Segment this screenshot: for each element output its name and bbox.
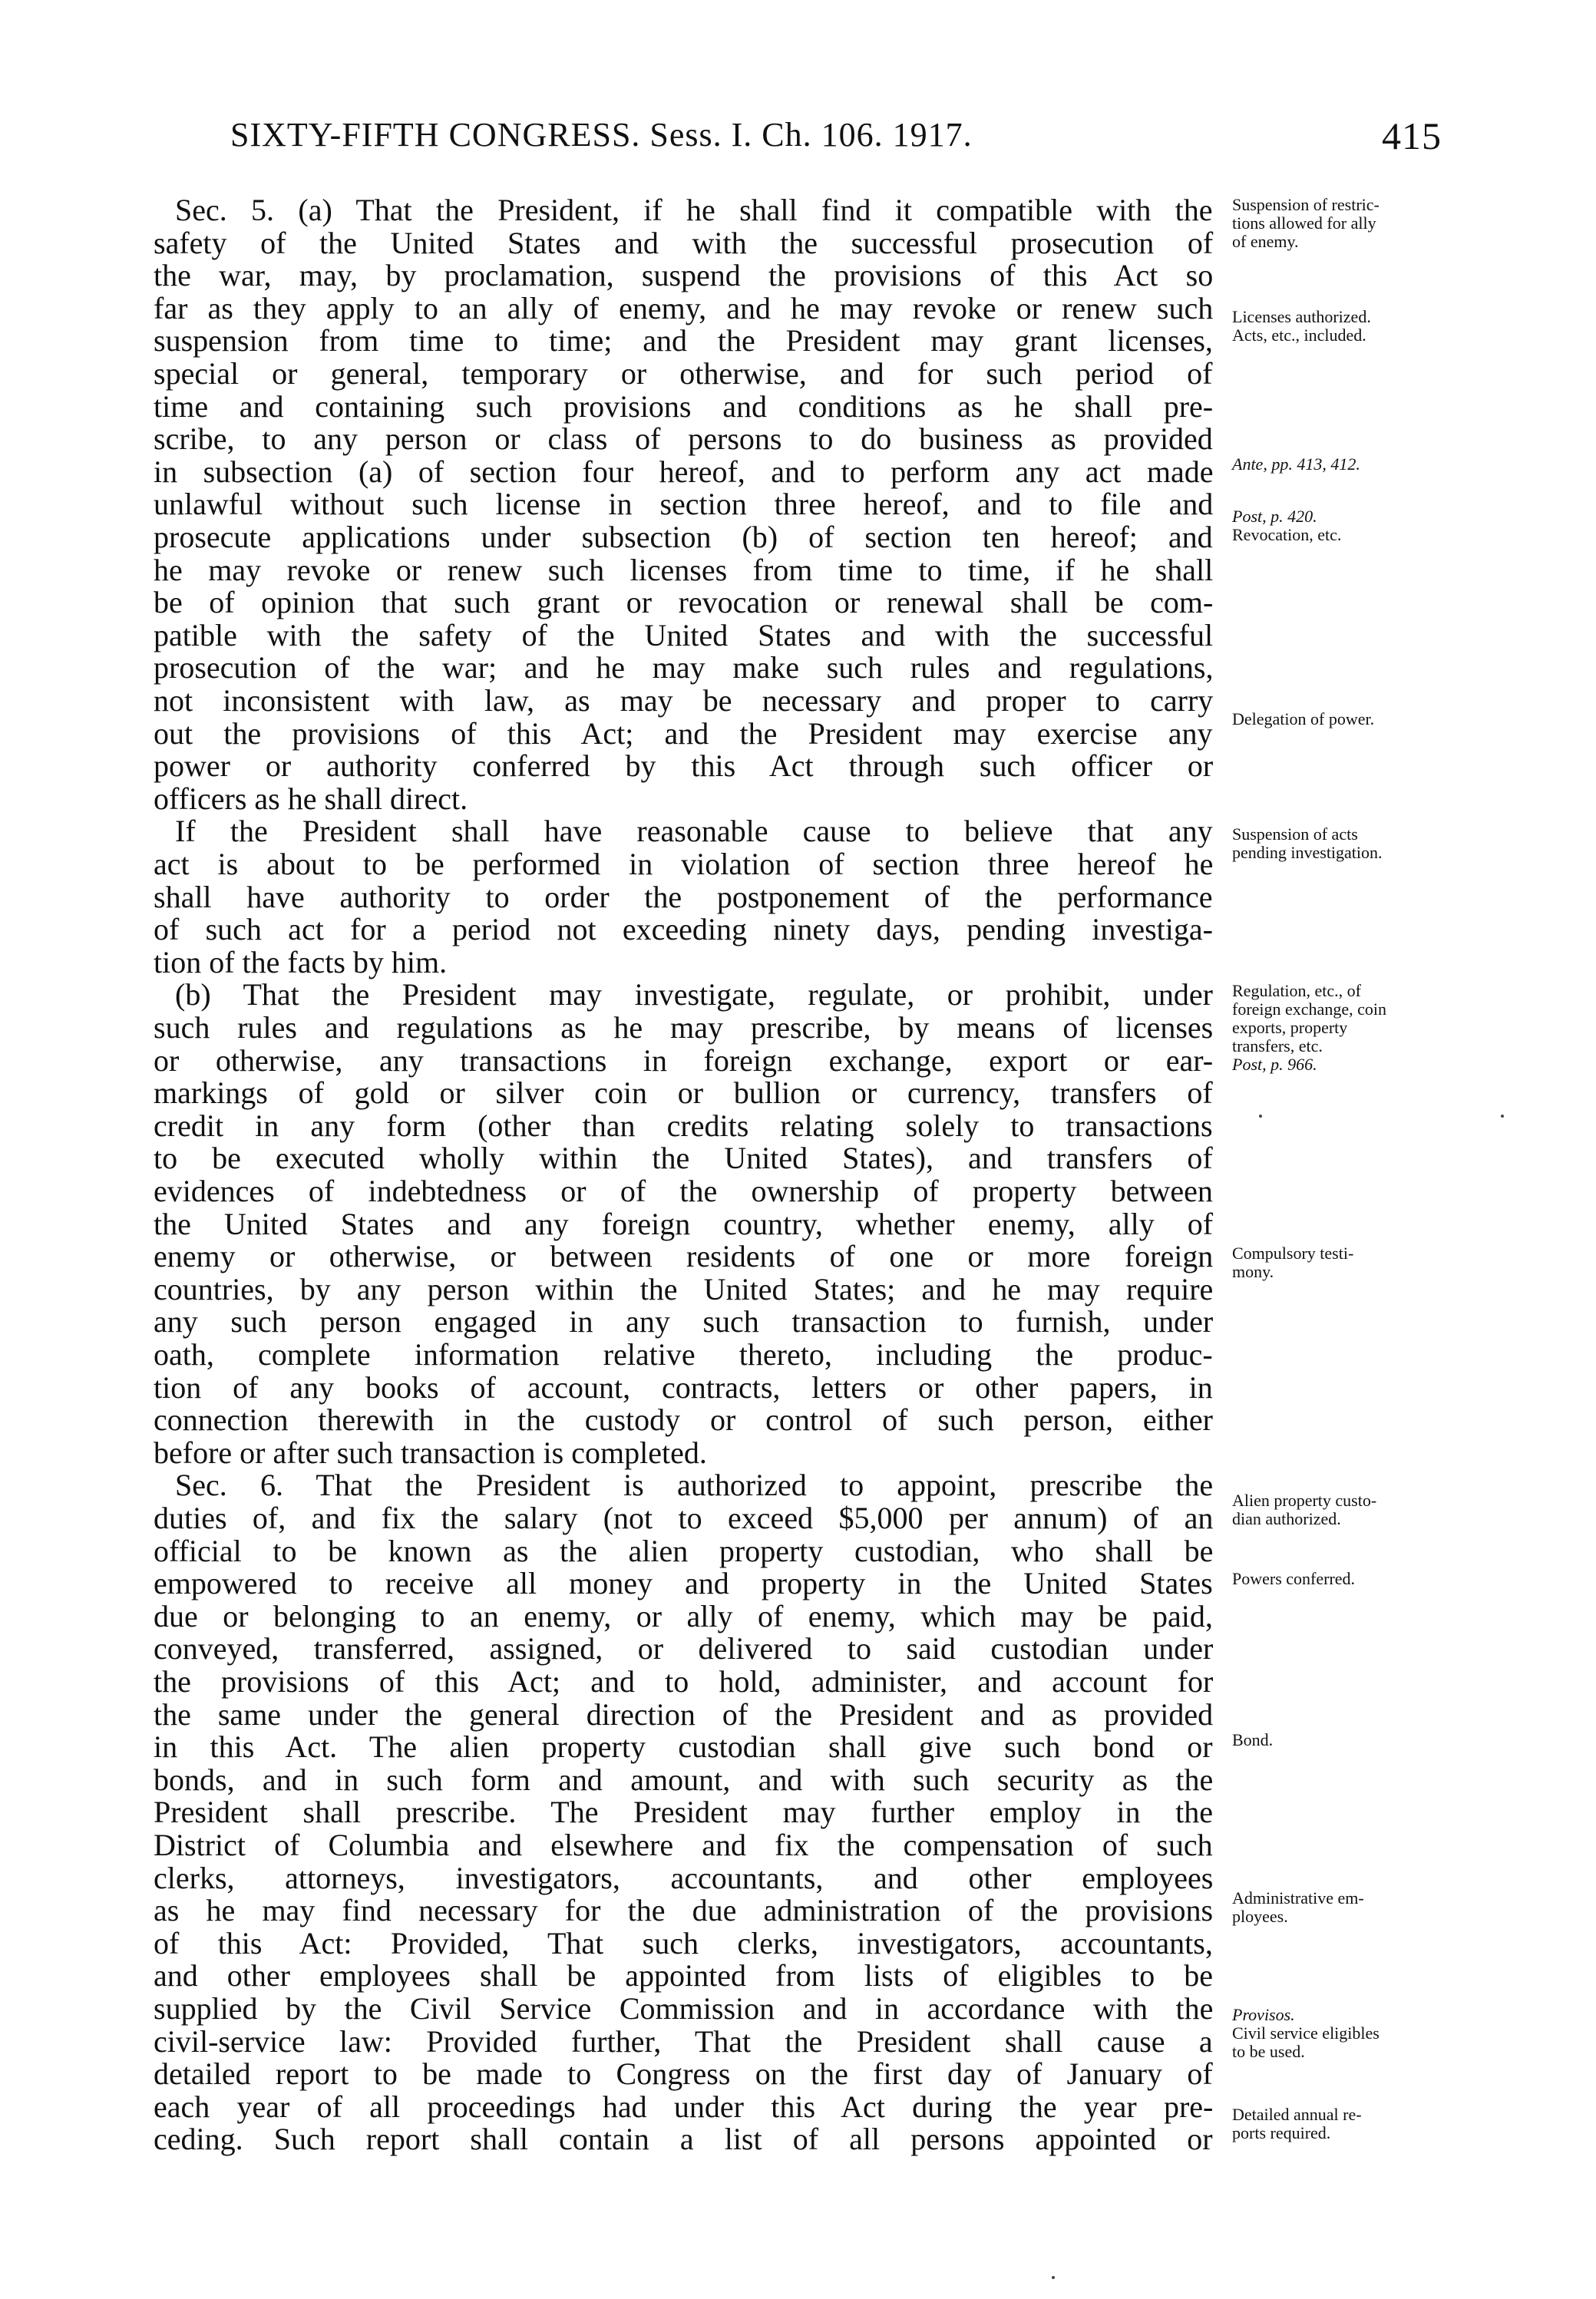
text-line: each year of all proceedings had under this Act during the year pre- xyxy=(154,2089,1214,2124)
text-line: the United States and any foreign country, whether enemy, ally of xyxy=(154,1206,1214,1241)
text-line: tion of the facts by him. xyxy=(154,944,448,979)
text-line: suspension from time to time; and the President may grant licenses, xyxy=(154,323,1213,358)
text-line: of such act for a period not exceeding ninety days, pending investiga- xyxy=(154,912,1213,947)
print-speck xyxy=(1259,1115,1262,1118)
page-number: 415 xyxy=(1382,114,1442,157)
text-line: District of Columbia and elsewhere and fix the compensation of such xyxy=(154,1828,1213,1862)
text-line: civil-service law: Provided further, That the President shall cause a xyxy=(154,2023,1213,2059)
text-line: and other employees shall be appointed from lists of eligibles to be xyxy=(154,1958,1213,1993)
text-line: out the provisions of this Act; and the President may exercise any xyxy=(154,715,1213,751)
text-line: tion of any books of account, contracts, letters or other papers, in xyxy=(154,1369,1213,1405)
marginal-note: to be used. xyxy=(1232,2042,1305,2061)
text-line: to be executed wholly within the United States), and transfers of xyxy=(154,1141,1213,1176)
print-speck xyxy=(1501,1115,1504,1118)
text-line: the provisions of this Act; and to hold, administer, and account for xyxy=(154,1664,1214,1699)
text-line: power or authority conferred by this Act through such officer or xyxy=(154,748,1214,784)
text-line: or otherwise, any transactions in foreign exchange, export or ear- xyxy=(154,1042,1214,1078)
marginal-note: Compulsory testi- xyxy=(1232,1244,1354,1263)
marginal-note: Licenses authorized. xyxy=(1232,307,1371,326)
marginal-note: ports required. xyxy=(1232,2123,1331,2142)
text-line: patible with the safety of the United States and with the successful xyxy=(154,617,1214,652)
text-line: shall have authority to order the postponement of the performance xyxy=(154,879,1213,914)
text-line: markings of gold or silver coin or bullion or currency, transfers of xyxy=(154,1075,1213,1111)
text-line: detailed report to be made to Congress on the first day of January of xyxy=(154,2056,1213,2092)
text-line: prosecute applications under subsection (b) of section ten hereof; and xyxy=(154,520,1213,554)
text-line: credit in any form (other than credits relating solely to transactions xyxy=(154,1108,1213,1143)
text-line: conveyed, transferred, assigned, or delivered to said custodian under xyxy=(154,1631,1214,1666)
text-line: officers as he shall direct. xyxy=(154,781,468,816)
text-line: ceding. Such report shall contain a list of all persons appointed or xyxy=(154,2122,1213,2157)
marginal-note: Suspension of restric- xyxy=(1232,195,1380,214)
marginal-note: Administrative em- xyxy=(1232,1888,1364,1908)
text-line: countries, by any person within the United States; and he may require xyxy=(154,1271,1214,1306)
text-line: the war, may, by proclamation, suspend the provisions of this Act so xyxy=(154,258,1214,293)
marginal-note: Acts, etc., included. xyxy=(1232,325,1366,345)
marginal-note: Detailed annual re- xyxy=(1232,2105,1362,2124)
marginal-note: pending investigation. xyxy=(1232,843,1383,862)
text-line: Sec. 5. (a) That the President, if he shall find it compatible with the xyxy=(175,193,1213,227)
text-line: evidences of indebtedness or of the ownership of property between xyxy=(154,1174,1213,1208)
text-line: empowered to receive all money and property in the United States xyxy=(154,1566,1213,1601)
text-line: before or after such transaction is completed. xyxy=(154,1435,707,1470)
running-head: SIXTY-FIFTH CONGRESS. Sess. I. Ch. 106. 1917. xyxy=(230,116,973,154)
text-line: (b) That the President may investigate, regulate, or prohibit, under xyxy=(175,977,1213,1012)
marginal-note: Suspension of acts xyxy=(1232,824,1358,844)
text-line: of this Act: Provided, That such clerks, investigators, accountants, xyxy=(154,1925,1213,1960)
text-line: supplied by the Civil Service Commission and in accordance with the xyxy=(154,1991,1214,2026)
text-line: prosecution of the war; and he may make such rules and regulations, xyxy=(154,650,1214,685)
text-line: President shall prescribe. The President may further employ in the xyxy=(154,1795,1213,1830)
marginal-note: Delegation of power. xyxy=(1232,709,1375,728)
marginal-note: Post, p. 966. xyxy=(1232,1055,1317,1074)
text-line: in subsection (a) of section four hereof, and to perform any act made xyxy=(154,454,1214,489)
marginal-note: of enemy. xyxy=(1232,232,1299,251)
marginal-note: Regulation, etc., of xyxy=(1232,981,1362,1000)
marginal-note: ployees. xyxy=(1232,1907,1288,1926)
marginal-note: tions allowed for ally xyxy=(1232,213,1376,233)
text-line: due or belonging to an enemy, or ally of enemy, which may be paid, xyxy=(154,1598,1213,1633)
marginal-note: transfers, etc. xyxy=(1232,1036,1323,1055)
marginal-note: dian authorized. xyxy=(1232,1509,1341,1528)
text-line: connection therewith in the custody or control of such person, either xyxy=(154,1402,1213,1438)
marginal-note: Powers conferred. xyxy=(1232,1569,1356,1588)
text-line: special or general, temporary or otherwise, and for such period of xyxy=(154,356,1213,391)
text-line: oath, complete information relative thereto, including the produc- xyxy=(154,1337,1213,1372)
text-line: not inconsistent with law, as may be necessary and proper to carry xyxy=(154,683,1214,718)
text-line: clerks, attorneys, investigators, accountants, and other employees xyxy=(154,1860,1214,1895)
text-line: time and containing such provisions and conditions as he shall pre- xyxy=(154,388,1214,424)
text-line: as he may find necessary for the due administration of the provisions xyxy=(154,1893,1214,1928)
text-line: scribe, to any person or class of persons to do business as provided xyxy=(154,421,1213,457)
text-line: duties of, and fix the salary (not to exceed $5,000 per annum) of an xyxy=(154,1501,1214,1535)
marginal-note: Bond. xyxy=(1232,1730,1274,1749)
text-line: Sec. 6. That the President is authorized to appoint, prescribe the xyxy=(175,1468,1214,1503)
marginal-note: Post, p. 420. xyxy=(1232,507,1317,526)
text-line: enemy or otherwise, or between residents of one or more foreign xyxy=(154,1239,1214,1274)
text-line: If the President shall have reasonable cause to believe that any xyxy=(175,814,1213,849)
text-line: be of opinion that such grant or revocation or renewal shall be com- xyxy=(154,585,1214,620)
text-line: act is about to be performed in violation of section three hereof he xyxy=(154,847,1214,881)
text-line: he may revoke or renew such licenses from time to time, if he shall xyxy=(154,552,1214,587)
text-line: unlawful without such license in section three hereof, and to file and xyxy=(154,487,1214,522)
marginal-note: Ante, pp. 413, 412. xyxy=(1232,454,1360,474)
marginal-note: mony. xyxy=(1232,1262,1274,1281)
text-line: bonds, and in such form and amount, and with such security as the xyxy=(154,1762,1214,1797)
marginal-note: Civil service eligibles xyxy=(1232,2023,1380,2043)
marginal-note: foreign exchange, coin xyxy=(1232,999,1386,1019)
text-line: in this Act. The alien property custodian shall give such bond or xyxy=(154,1729,1213,1765)
print-speck xyxy=(1052,2276,1055,2279)
marginal-note: exports, property xyxy=(1232,1018,1348,1037)
text-line: safety of the United States and with the successful prosecution of xyxy=(154,225,1214,260)
text-line: the same under the general direction of the President and as provided xyxy=(154,1696,1214,1732)
marginal-note: Provisos. xyxy=(1232,2005,1295,2024)
text-line: far as they apply to an ally of enemy, and he may revoke or renew such xyxy=(154,290,1214,325)
marginal-note: Alien property custo- xyxy=(1232,1491,1377,1510)
text-line: any such person engaged in any such transaction to furnish, under xyxy=(154,1304,1214,1339)
text-line: official to be known as the alien property custodian, who shall be xyxy=(154,1533,1214,1568)
text-line: such rules and regulations as he may prescribe, by means of licenses xyxy=(154,1010,1214,1045)
marginal-note: Revocation, etc. xyxy=(1232,525,1342,544)
